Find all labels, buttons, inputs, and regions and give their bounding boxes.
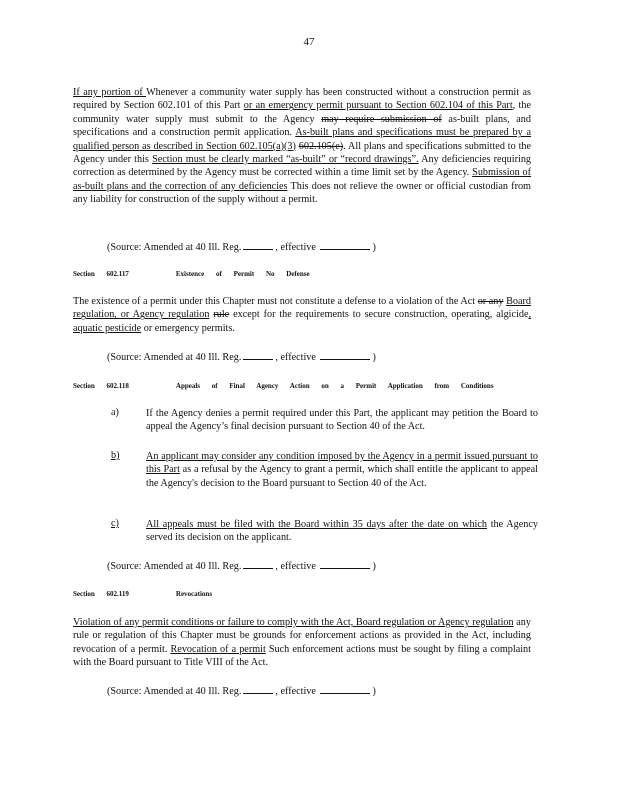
source-note: (Source: Amended at 40 Ill. Reg. , effective ) — [107, 686, 376, 697]
text-run: Section must be clearly marked “as-built” or “record drawings”. — [152, 154, 419, 166]
text-run: , the community water supply must submit to the Agency — [73, 100, 531, 125]
text-run: Any deficiencies requiring correction as determined by the Agency must be corrected within a time limit set by the Agency. — [73, 154, 532, 179]
text-run: Whenever a community water supply has been constructed without a construction permit as required by Section 602.101 of this Part — [73, 87, 531, 112]
source-prefix: (Source: Amended at 40 Ill. Reg. — [107, 352, 242, 363]
source-prefix: (Source: Amended at 40 Ill. Reg. — [107, 561, 242, 572]
section-heading-117 — [73, 270, 310, 278]
text-run: This does not relieve the owner or official custodian from any liability for construction of the supply without a permit. — [73, 180, 531, 206]
text-run: may require submission of — [321, 113, 442, 125]
source-prefix: (Source: Amended at 40 Ill. Reg. — [107, 686, 242, 697]
text-run: , aquatic pesticide — [73, 309, 532, 334]
section-title: Appeals of Final Agency Action on a Permit Application from Conditions — [175, 382, 494, 390]
text-run: An applicant may consider any condition imposed by the Agency in a permit issued pursuant to this Part — [146, 451, 538, 476]
text-run: or emergency permits. — [141, 322, 235, 334]
text-run: as-built plans, and specifications and a construction permit application. — [73, 113, 531, 139]
reg-blank — [243, 240, 273, 250]
reg-blank — [243, 350, 273, 360]
subsection-c — [146, 518, 538, 545]
section-title: Revocations — [175, 590, 213, 598]
text-run: or any — [477, 296, 504, 307]
text-run: as a refusal by the Agency to grant a permit, which shall entitle the applicant to appeal the Agency's decision to the Board pursuant to Section 40 of the Act. — [146, 464, 538, 489]
text-run: The existence of a permit under this Chapter must not constitute a defense to a violation of the Act — [73, 296, 478, 307]
text-run: Submission of as-built plans and the correction of any deficiencies — [73, 167, 531, 192]
date-blank — [320, 559, 370, 569]
source-end: ) — [372, 242, 376, 253]
reg-blank — [243, 559, 273, 569]
text-run: any rule or regulation of this Chapter must be grounds for enforcement actions as provided in the Act, including revocation of a permit. — [73, 617, 531, 655]
text-run: All appeals must be filed with the Board within 35 days after the date on which — [146, 519, 487, 530]
text-run: rule — [213, 309, 230, 321]
text-run: Board regulation, or Agency regulation — [73, 296, 531, 321]
section-119-body — [73, 616, 531, 670]
source-note: (Source: Amended at 40 Ill. Reg. , effective ) — [107, 561, 376, 572]
date-blank — [320, 684, 370, 694]
date-blank — [320, 350, 370, 360]
text-run: the Agency served its decision on the applicant. — [146, 519, 538, 544]
text-run: Violation of any permit conditions or failure to comply with the Act, Board regulation or Agency regulation — [73, 617, 514, 628]
subsection-b — [146, 450, 538, 490]
text-run: 602.105(e) — [298, 140, 344, 152]
item-marker: b) — [111, 450, 120, 461]
section-title: Existence of Permit No Defense — [175, 270, 310, 278]
section-heading-118 — [73, 382, 494, 390]
section-heading-119 — [73, 590, 212, 598]
source-note: (Source: Amended at 40 Ill. Reg. , effective ) — [107, 352, 376, 363]
effective-label: effective — [280, 686, 316, 697]
section-number: Section 602.119 — [73, 590, 129, 598]
page-number: 47 — [303, 36, 315, 48]
effective-label: effective — [280, 242, 316, 253]
text-run: If any portion of — [73, 87, 147, 98]
date-blank — [320, 240, 370, 250]
text-run: If the Agency denies a permit required under this Part, the applicant may petition the Board to appeal the Agency’s final decision pursuant to Section 40 of the Act. — [146, 408, 538, 433]
text-run: As-built plans and specifications must be prepared by a qualified person as described in Section 602.105(a)(3) — [73, 127, 531, 152]
text-run: . All plans and specifications submitted to the Agency under this — [73, 140, 532, 166]
effective-label: effective — [280, 561, 316, 572]
text-run: Revocation of a permit — [170, 643, 266, 655]
text-run: or an emergency permit pursuant to Section 602.104 of this Part — [243, 100, 513, 112]
section-117-body — [73, 295, 531, 335]
reg-blank — [243, 684, 273, 694]
source-end: ) — [372, 686, 376, 697]
item-marker: a) — [111, 407, 119, 418]
section-number: Section 602.118 — [73, 382, 129, 390]
effective-label: effective — [280, 352, 316, 363]
subsection-a — [146, 407, 538, 434]
source-prefix: (Source: Amended at 40 Ill. Reg. — [107, 242, 242, 253]
item-marker: c) — [111, 518, 119, 529]
text-run: except for the requirements to secure construction, operating, algicide — [229, 309, 529, 321]
section-116-body — [73, 86, 531, 207]
source-end: ) — [372, 352, 376, 363]
section-number: Section 602.117 — [73, 270, 129, 278]
text-run: Such enforcement actions must be sought by filing a complaint with the Board pursuant to Title VIII of the Act. — [73, 643, 531, 669]
source-note: (Source: Amended at 40 Ill. Reg. , effective ) — [107, 242, 376, 253]
source-end: ) — [372, 561, 376, 572]
